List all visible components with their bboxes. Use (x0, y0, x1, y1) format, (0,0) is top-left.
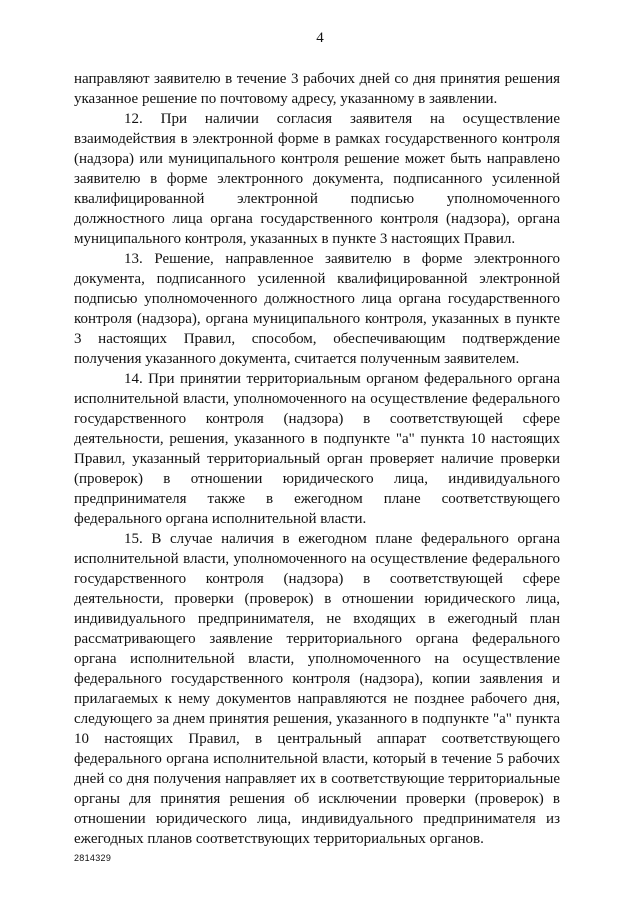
document-body (74, 69, 560, 849)
document-id: 2814329 (74, 853, 112, 863)
paragraph-item-14: 14. При принятии территориальным органом федерального органа исполнительной власти, уполномоченного на осуществление федерального государственного контроля (надзора) в соответствующей сфере деятельности, решения, указанного в подпункте "а" пункта 10 настоящих Правил, указанный территориальный орган проверяет наличие проверки (проверок) в отношении юридического лица, индивидуального предпринимателя также в ежегодном плане соответствующего федерального органа исполнительной власти. (74, 371, 560, 527)
paragraph-item-15: 15. В случае наличия в ежегодном плане федерального органа исполнительной власти, уполномоченного на осуществление федерального государственного контроля (надзора) в соответствующей сфере деятельности, проверки (проверок) в отношении юридического лица, индивидуального предпринимателя, не входящих в ежегодный план рассматривающего заявление территориального органа федерального органа исполнительной власти, уполномоченного на осуществление федерального государственного контроля (надзора), копии заявления и прилагаемых к нему документов направляются не позднее рабочего дня, следующего за днем принятия решения, указанного в подпункте "а" пункта 10 настоящих Правил, в центральный аппарат соответствующего федерального органа исполнительной власти, который в течение 5 рабочих дней со дня получения направляет их в соответствующие территориальные органы для принятия решения об исключении проверки (проверок) в отношении юридического лица, индивидуального предпринимателя из ежегодных планов соответствующих территориальных органов. (74, 531, 560, 847)
paragraph-continuation: направляют заявителю в течение 3 рабочих дней со дня принятия решения указанное решение по почтовому адресу, указанному в заявлении. (74, 71, 560, 107)
paragraph-item-13: 13. Решение, направленное заявителю в форме электронного документа, подписанного усиленной квалифицированной электронной подписью уполномоченного должностного лица органа государственного контроля (надзора), органа муниципального контроля, указанных в пункте 3 настоящих Правил, способом, обеспечивающим подтверждение получения указанного документа, считается полученным заявителем. (74, 251, 560, 367)
page-number: 4 (316, 30, 324, 46)
paragraph-item-12: 12. При наличии согласия заявителя на осуществление взаимодействия в электронной форме в рамках государственного контроля (надзора) или муниципального контроля решение может быть направлено заявителю в форме электронного документа, подписанного усиленной квалифицированной электронной подписью уполномоченного должностного лица органа государственного контроля (надзора), органа муниципального контроля, указанных в пункте 3 настоящих Правил. (74, 111, 560, 247)
